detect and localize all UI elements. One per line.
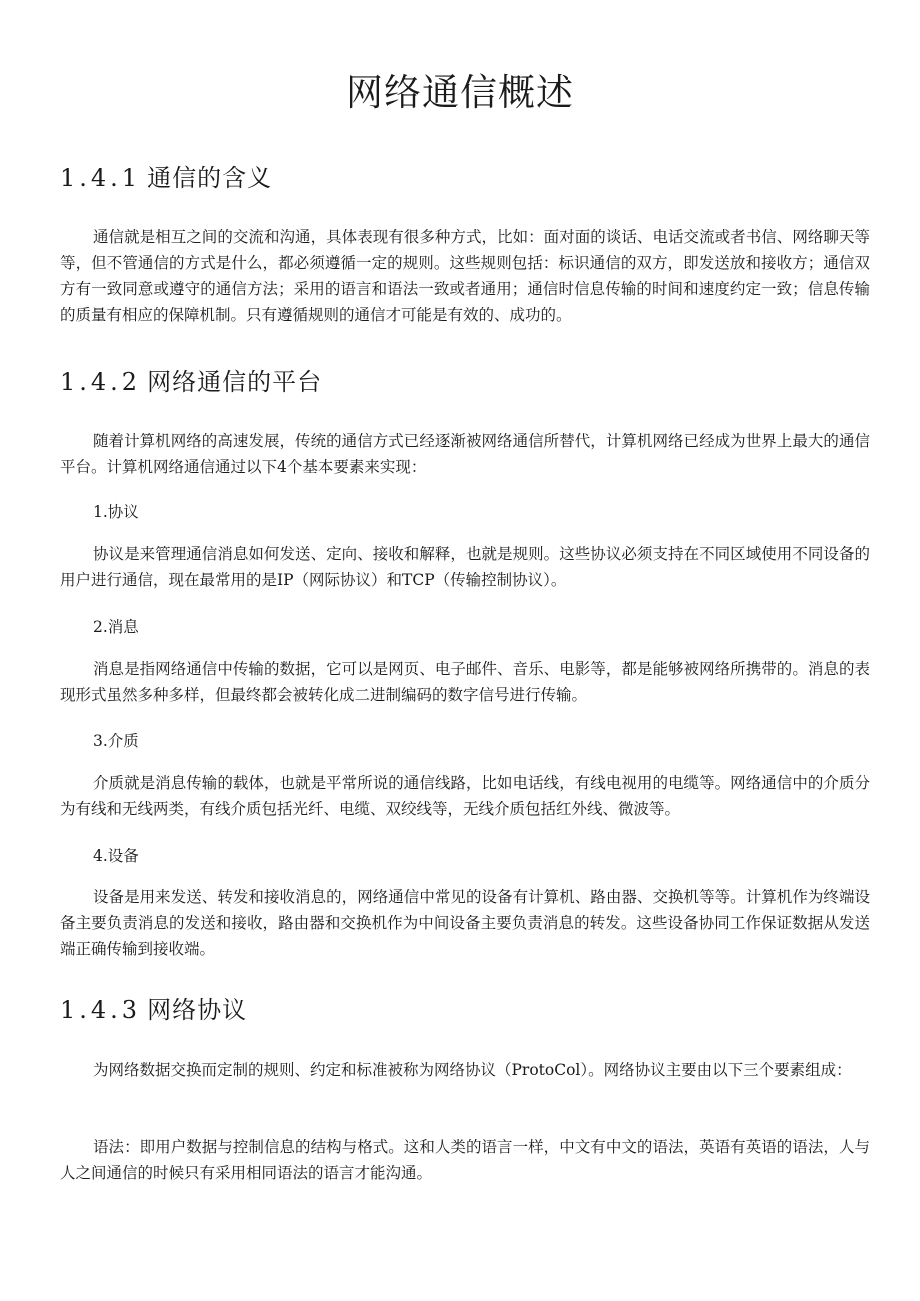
page-title: 网络通信概述 <box>346 71 574 114</box>
section-title: 网络协议 <box>147 996 248 1024</box>
paragraph-communication-meaning: 通信就是相互之间的交流和沟通，具体表现有很多种方式，比如：面对面的谈话、电话交流或者书信、网络聊天等等，但不管通信的方式是什么，都必须遵循一定的规则。这些规则包括：标识通信的双方，即发送放和接收方；通信双方有一致同意或遵守的通信方法；采用的语言和语法一致或者通用；通信时信息传输的时间和速度约定一致；信息传输的质量有相应的保障机制。只有遵循规则的通信才可能是有效的、成功的。 <box>60 228 870 324</box>
paragraph-protocol: 协议是来管理通信消息如何发送、定向、接收和解释，也就是规则。这些协议必须支持在不同区域使用不同设备的用户进行通信，现在最常用的是IP（网际协议）和TCP（传输控制协议）。 <box>60 545 870 589</box>
section-heading-1-4-3 <box>60 990 247 1025</box>
item-title-device: 4.设备 <box>93 847 139 865</box>
section-number: 1.4.1 <box>60 164 142 192</box>
paragraph-message: 消息是指网络通信中传输的数据，它可以是网页、电子邮件、音乐、电影等，都是能够被网络所携带的。消息的表现形式虽然多种多样，但最终都会被转化成二进制编码的数字信号进行传输。 <box>60 660 870 704</box>
paragraph-syntax: 语法：即用户数据与控制信息的结构与格式。这和人类的语言一样，中文有中文的语法，英语有英语的语法，人与人之间通信的时候只有采用相同语法的语言才能沟通。 <box>60 1138 870 1182</box>
section-title: 通信的含义 <box>147 164 273 192</box>
item-title-medium: 3.介质 <box>93 732 139 750</box>
paragraph-network-protocol: 为网络数据交换而定制的规则、约定和标准被称为网络协议（ProtoCol）。网络协议主要由以下三个要素组成： <box>93 1061 852 1079</box>
section-heading-1-4-1 <box>60 158 272 193</box>
item-title-protocol: 1.协议 <box>93 503 139 521</box>
item-title-message: 2.消息 <box>93 618 139 636</box>
section-number: 1.4.2 <box>60 368 142 396</box>
section-number: 1.4.3 <box>60 996 142 1024</box>
paragraph-medium: 介质就是消息传输的载体，也就是平常所说的通信线路，比如电话线，有线电视用的电缆等。网络通信中的介质分为有线和无线两类，有线介质包括光纤、电缆、双绞线等，无线介质包括红外线、微波等。 <box>60 774 870 818</box>
paragraph-network-platform: 随着计算机网络的高速发展，传统的通信方式已经逐渐被网络通信所替代，计算机网络已经成为世界上最大的通信平台。计算机网络通信通过以下4个基本要素来实现： <box>60 432 870 476</box>
section-title: 网络通信的平台 <box>147 368 323 396</box>
paragraph-device: 设备是用来发送、转发和接收消息的，网络通信中常见的设备有计算机、路由器、交换机等等。计算机作为终端设备主要负责消息的发送和接收，路由器和交换机作为中间设备主要负责消息的转发。这些设备协同工作保证数据从发送端正确传输到接收端。 <box>60 888 870 958</box>
section-heading-1-4-2 <box>60 362 322 397</box>
